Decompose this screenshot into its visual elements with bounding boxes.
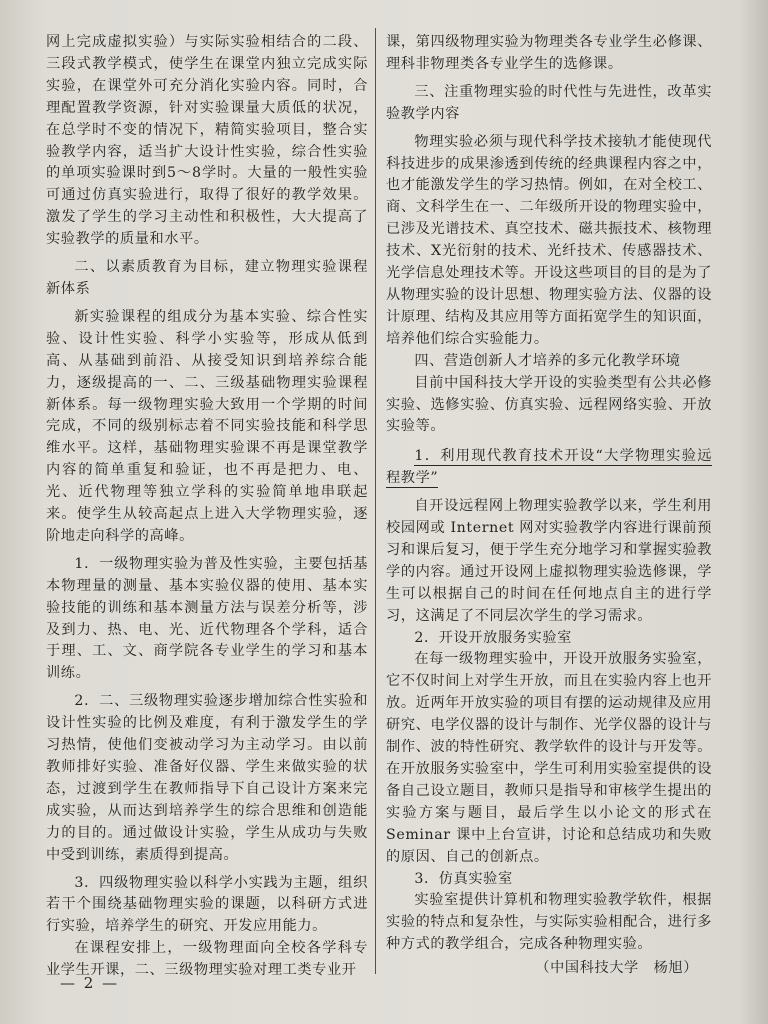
page-number: — 2 — bbox=[60, 974, 120, 992]
section-heading: 二、以素质教育为目标，建立物理实验课程新体系 bbox=[46, 259, 368, 297]
page-edge-shadow bbox=[740, 0, 768, 1024]
paragraph: 2．二、三级物理实验逐步增加综合性实验和设计性实验的比例及难度，有利于激发学生的学习热情，使他们变被动学习为主动学习。由以前教师排好实验、准备好仪器、学生来做实验的状态，过渡到学生在教师指导下自己设计方案来完成实验，从而达到培养学生的综合思维和创造能力的目的。通过做设计实验，学生从成功与失败中受到训练，素质得到提高。 bbox=[46, 693, 368, 863]
column-divider bbox=[375, 28, 376, 974]
paragraph: 在课程安排上，一级物理面向全校各学科专业学生开课，二、三级物理实验对理工类专业开 bbox=[46, 940, 368, 979]
paragraph: 目前中国科技大学开设的实验类型有公共必修实验、选修实验、仿真实验、远程网络实验、开放实验等。 bbox=[386, 374, 712, 435]
section-heading: 四、营造创新人才培养的多元化教学环境 bbox=[414, 352, 681, 369]
paragraph: 新实验课程的组成分为基本实验、综合性实验、设计性实验、科学小实验等，形成从低到高、从基础到前沿、从接受知识到培养综合能力，逐级提高的一、二、三级基础物理实验课程新体系。每一级物理实验大致用一个学期的时间完成，不同的级别标志着不同实验技能和科学思维水平。这样，基础物理实验课不再是课堂教学内容的简单重复和验证，也不再是把力、电、光、近代物理等独立学科的实验简单地串联起来。使学生从较高起点上进入大学物理实验，逐阶地走向科学的高峰。 bbox=[46, 308, 368, 544]
paragraph: 网上完成虚拟实验）与实际实验相结合的二段、三段式教学模式，使学生在课堂内独立完成实际实验，在课堂外可充分消化实验内容。同时，合理配置教学资源，针对实验课量大质低的状况，在总学时不变的情况下，精简实验项目，整合实验教学内容，适当扩大设计性实验，综合性实验的单项实验课时到5～8学时。大量的一般性实验可通过仿真实验进行，取得了很好的教学效果。激发了学生的学习主动性和积极性，大大提高了实验教学的质量和水平。 bbox=[46, 34, 368, 248]
subsection-heading: 3．仿真实验室 bbox=[414, 870, 513, 887]
paragraph: 1．一级物理实验为普及性实验，主要包括基本物理量的测量、基本实验仪器的使用、基本实验技能的训练和基本测量方法与误差分析等，涉及到力、热、电、光、近代物理各个学科，适合于理、工、文、商学院各专业学生的学习和基本训练。 bbox=[46, 555, 368, 682]
paragraph: 3．四级物理实验以科学小实践为主题，组织若干个围绕基础物理实验的课题，以科研方式进行实验，培养学生的研究、开发应用能力。 bbox=[46, 874, 368, 935]
section-heading: 三、注重物理实验的时代性与先进性，改革实验教学内容 bbox=[386, 83, 712, 122]
left-column bbox=[46, 32, 368, 982]
author-attribution: （中国科技大学 杨旭） bbox=[535, 960, 698, 977]
subsection-heading bbox=[386, 446, 712, 490]
paragraph: 实验室提供计算机和物理实验教学软件，根据实验的特点和复杂性，与实际实验相配合，进行多种方式的教学组合，完成各种物理实验。 bbox=[386, 892, 712, 953]
paragraph: 物理实验必须与现代科学技术接轨才能使现代科技进步的成果渗透到传统的经典课程内容之中，也才能激发学生的学习热情。例如，在对全校工、商、文科学生在一、二年级所开设的物理实验中，已涉及光谱技术、真空技术、磁共振技术、核物理技术、X光衍射的技术、光纤技术、传感器技术、光学信息处理技术等。开设这些项目的目的是为了从物理实验的设计思想、物理实验方法、仪器的设计原理、结构及其应用等方面拓宽学生的知识面，培养他们综合实验能力。 bbox=[386, 133, 712, 347]
paragraph: 在每一级物理实验中，开设开放服务实验室，它不仅时间上对学生开放，而且在实验内容上也开放。近两年开放实验的项目有摆的运动规律及应用研究、电学仪器的设计与制作、光学仪器的设计与制作、波的特性研究、教学软件的设计与开发等。在开放服务实验室中，学生可利用实验室提供的设备自己设立题目，教师只是指导和审核学生提出的实验方案与题目，最后学生以小论文的形式在 Seminar 课中上台宣讲，讨论和总结成功和失败的原因、自己的创新点。 bbox=[386, 651, 712, 865]
underlined-title-text: 1．利用现代教育技术开设“大学物理实验远程教学” bbox=[386, 448, 712, 487]
subsection-heading: 2．开设开放服务实验室 bbox=[414, 629, 572, 646]
paragraph: 课，第四级物理实验为物理类各专业学生必修课、理科非物理类各专业学生的选修课。 bbox=[386, 34, 712, 72]
paragraph: 自开设远程网上物理实验教学以来，学生利用校园网或 Internet 网对实验教学内容进行课前预习和课后复习，便于学生充分地学习和掌握实验教学的内容。通过开设网上虚拟物理实验选修课，学生可以根据自己的时间在任何地点自主的进行学习，这满足了不同层次学生的学习需求。 bbox=[386, 498, 712, 624]
right-column bbox=[386, 32, 712, 980]
